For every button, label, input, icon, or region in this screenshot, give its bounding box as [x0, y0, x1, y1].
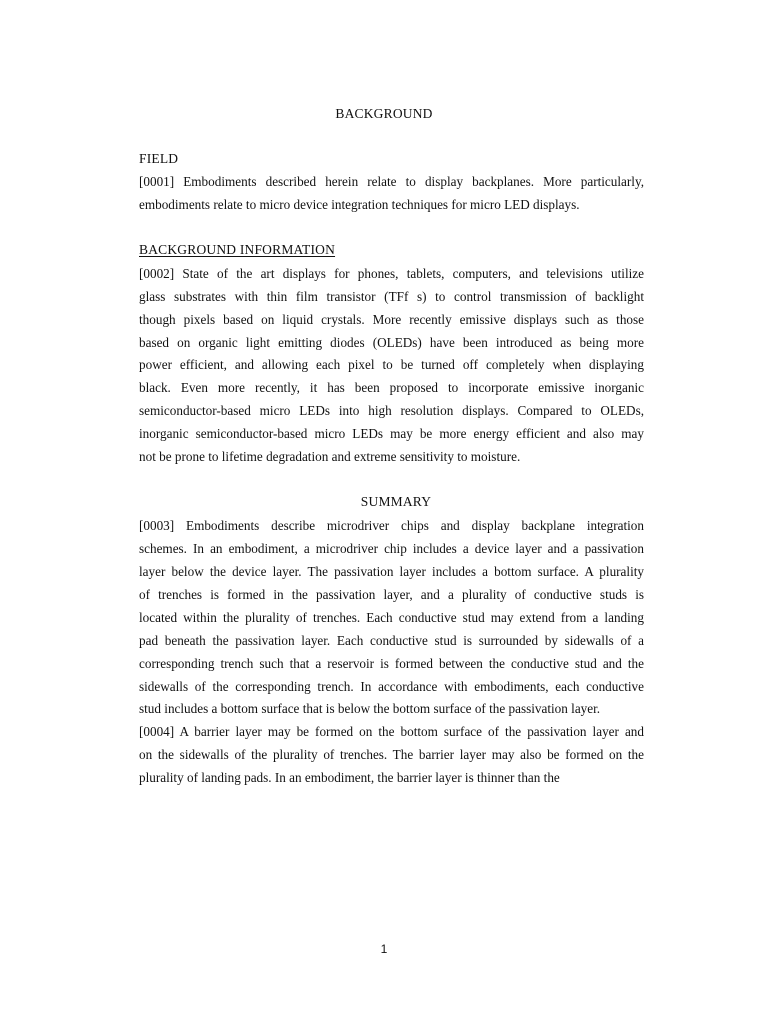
paragraph-line: not be prone to lifetime degradation and extreme sensitivity to moisture. — [139, 449, 521, 464]
paragraph-line: though pixels based on liquid crystals. More recently emissive displays such as those — [139, 312, 644, 327]
paragraph-line: of trenches is formed in the passivation layer, and a plurality of conductive studs is — [139, 587, 644, 602]
paragraph-line: sidewalls of the corresponding trench. In accordance with embodiments, each conductive — [139, 679, 644, 694]
paragraph-line: [0001] Embodiments described herein relate to display backplanes. More particularly, — [139, 174, 644, 189]
page-number: 1 — [380, 942, 388, 956]
paragraph-line: based on organic light emitting diodes (OLEDs) have been introduced as being more — [139, 335, 644, 350]
paragraph-line: stud includes a bottom surface that is below the bottom surface of the passivation layer. — [139, 701, 601, 716]
section-title-background: BACKGROUND — [335, 106, 433, 121]
paragraph-line: [0003] Embodiments describe microdriver chips and display backplane integration — [139, 518, 644, 533]
paragraph-line: black. Even more recently, it has been proposed to incorporate emissive inorganic — [139, 380, 644, 395]
paragraph-line: located within the plurality of trenches. Each conductive stud may extend from a landing — [139, 610, 644, 625]
section-heading-field: FIELD — [139, 151, 179, 166]
paragraph-line: on the sidewalls of the plurality of trenches. The barrier layer may also be formed on the — [139, 747, 644, 762]
paragraph-line: pad beneath the passivation layer. Each conductive stud is surrounded by sidewalls of a — [139, 633, 644, 648]
section-heading-background-information: BACKGROUND INFORMATION — [139, 242, 336, 257]
paragraph-line: inorganic semiconductor-based micro LEDs may be more energy efficient and also may — [139, 426, 644, 441]
paragraph-line: embodiments relate to micro device integration techniques for micro LED displays. — [139, 197, 580, 212]
paragraph-line: layer below the device layer. The passivation layer includes a bottom surface. A plurality — [139, 564, 644, 579]
paragraph-line: semiconductor-based micro LEDs into high resolution displays. Compared to OLEDs, — [139, 403, 644, 418]
section-heading-summary: SUMMARY — [360, 494, 432, 509]
paragraph-line: corresponding trench such that a reservoir is formed between the conductive stud and the — [139, 656, 644, 671]
paragraph-line: plurality of landing pads. In an embodiment, the barrier layer is thinner than the — [139, 770, 560, 785]
paragraph-line: glass substrates with thin film transistor (TFf s) to control transmission of backlight — [139, 289, 644, 304]
paragraph-line: power efficient, and allowing each pixel to be turned off completely when displaying — [139, 357, 644, 372]
paragraph-line: [0002] State of the art displays for phones, tablets, computers, and televisions utilize — [139, 266, 644, 281]
paragraph-line: [0004] A barrier layer may be formed on the bottom surface of the passivation layer and — [139, 724, 644, 739]
paragraph-line: schemes. In an embodiment, a microdriver chip includes a device layer and a passivation — [139, 541, 644, 556]
